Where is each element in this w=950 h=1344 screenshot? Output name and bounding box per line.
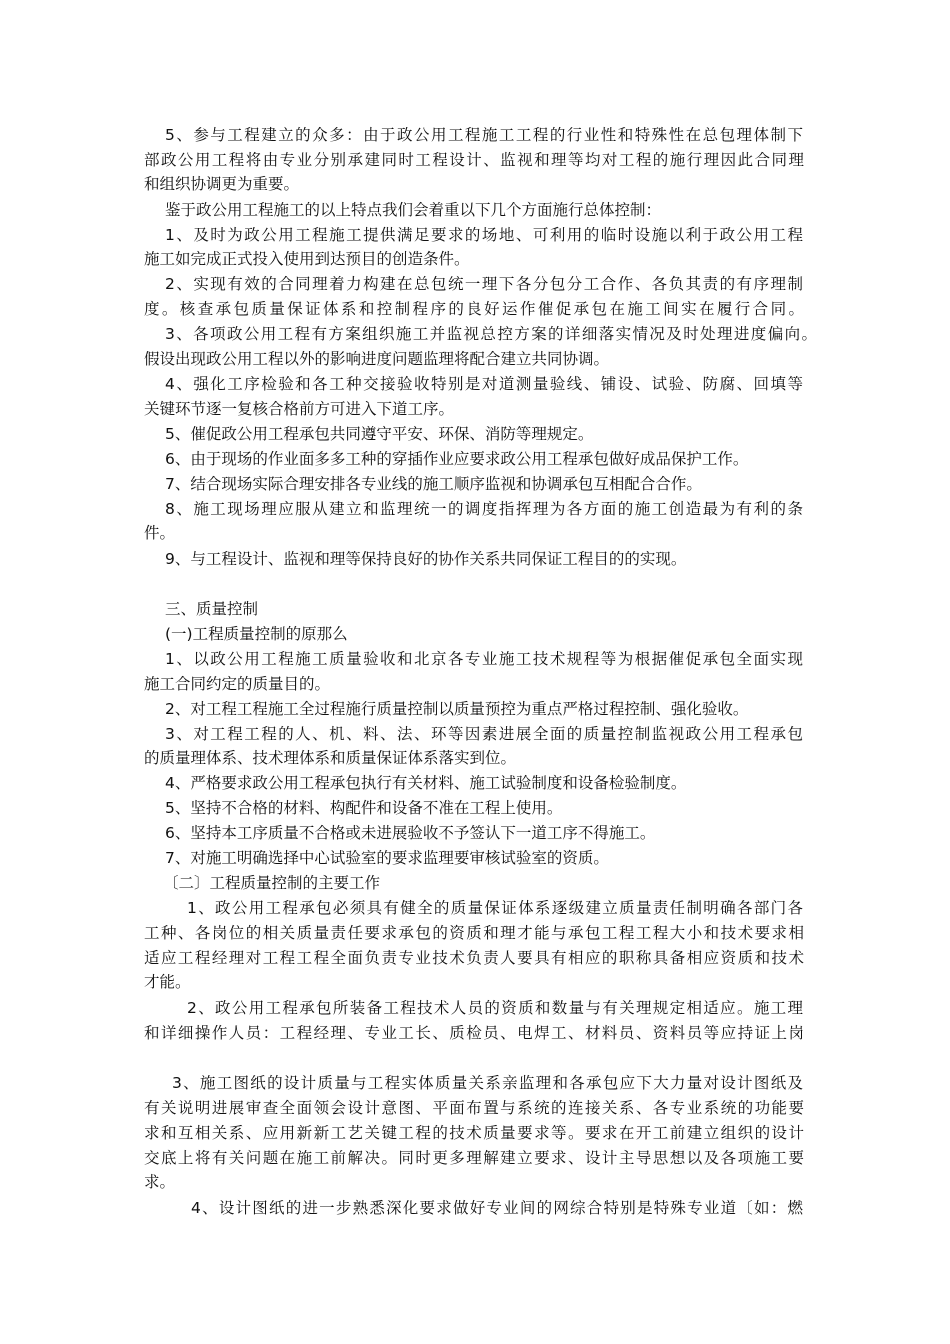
paragraph-line: 4、严格要求政公用工程承包执行有关材料、施工试验制度和设备检验制度。: [165, 774, 687, 792]
paragraph-line: 8、施工现场理应服从建立和监理统一的调度指挥理为各方面的施工创造最为有利的条: [165, 500, 803, 518]
paragraph-line: 6、由于现场的作业面多多工种的穿插作业应要求政公用工程承包做好成品保护工作。: [165, 450, 749, 468]
paragraph-line: 假设出现政公用工程以外的影响进度问题监理将配合建立共同协调。: [144, 350, 610, 368]
paragraph-line: 件。: [144, 524, 176, 542]
paragraph-line: 6、坚持本工序质量不合格或未进展验收不予签认下一道工序不得施工。: [165, 824, 656, 842]
paragraph-line: 5、坚持不合格的材料、构配件和设备不准在工程上使用。: [165, 799, 563, 817]
paragraph-line: 4、强化工序检验和各工种交接验收特别是对道测量验线、铺设、试验、防腐、回填等: [165, 375, 803, 393]
paragraph-line: 工种、各岗位的相关质量责任要求承包的资质和理才能与承包工程工程大小和技术要求相: [144, 924, 804, 942]
paragraph-line: 2、实现有效的合同理着力构建在总包统一理下各分包分工合作、各负其责的有序理制: [165, 275, 803, 293]
paragraph-line: 施工如完成正式投入使用到达预目的创造条件。: [144, 250, 470, 268]
paragraph-line: 9、与工程设计、监视和理等保持良好的协作关系共同保证工程目的的实现。: [165, 550, 687, 568]
paragraph-line: 求和互相关系、应用新新工艺关键工程的技术质量要求等。要求在开工前建立组织的设计: [144, 1124, 804, 1142]
paragraph-line: 部政公用工程将由专业分别承建同时工程设计、监视和理等均对工程的施行理因此合同理: [144, 151, 804, 169]
paragraph-line: 1、政公用工程承包必须具有健全的质量保证体系逐级建立质量责任制明确各部门各: [187, 899, 803, 917]
subsection-heading: 〔二〕工程质量控制的主要工作: [163, 874, 381, 892]
paragraph-line: 7、结合现场实际合理安排各专业线的施工顺序监视和协调承包互相配合合作。: [165, 475, 702, 493]
paragraph-line: 3、各项政公用工程有方案组织施工并监视总控方案的详细落实情况及时处理进度偏向。: [165, 325, 817, 343]
paragraph-line: 交底上将有关问题在施工前解决。同时更多理解建立要求、设计主导思想以及各项施工要: [144, 1149, 804, 1167]
paragraph-line: 度。核查承包质量保证体系和控制程序的良好运作催促承包在施工间实在履行合同。: [144, 300, 804, 318]
paragraph-line: 和组织协调更为重要。: [144, 175, 300, 193]
subsection-heading: (一)工程质量控制的原那么: [165, 625, 348, 643]
paragraph-line: 1、以政公用工程施工质量验收和北京各专业施工技术规程等为根据催促承包全面实现: [165, 650, 803, 668]
paragraph-line: 和详细操作人员：工程经理、专业工长、质检员、电焊工、材料员、资料员等应持证上岗: [144, 1024, 804, 1042]
paragraph-line: 施工合同约定的质量目的。: [144, 675, 331, 693]
paragraph-line: 求。: [144, 1173, 176, 1191]
paragraph-line: 4、设计图纸的进一步熟悉深化要求做好专业间的网综合特别是特殊专业道〔如：燃: [191, 1199, 803, 1217]
paragraph-line: 5、催促政公用工程承包共同遵守平安、环保、消防等理规定。: [165, 425, 594, 443]
paragraph-line: 2、对工程工程施工全过程施行质量控制以质量预控为重点严格过程控制、强化验收。: [165, 700, 749, 718]
paragraph-line: 5、参与工程建立的众多：由于政公用工程施工工程的行业性和特殊性在总包理体制下: [165, 126, 803, 144]
paragraph-line: 适应工程经理对工程工程全面负责专业技术负责人要具有相应的职称具备相应资质和技术: [144, 949, 804, 967]
paragraph-line: 2、政公用工程承包所装备工程技术人员的资质和数量与有关理规定相适应。施工理: [187, 999, 803, 1017]
paragraph-line: 1、及时为政公用工程施工提供满足要求的场地、可利用的临时设施以利于政公用工程: [165, 226, 803, 244]
paragraph-line: 关键环节逐一复核合格前方可进入下道工序。: [144, 400, 455, 418]
paragraph-line: 才能。: [144, 973, 191, 991]
paragraph-line: 有关说明进展审查全面领会设计意图、平面布置与系统的连接关系、各专业系统的功能要: [144, 1099, 804, 1117]
section-heading: 三、质量控制: [165, 600, 259, 618]
paragraph-line: 3、施工图纸的设计质量与工程实体质量关系亲监理和各承包应下大力量对设计图纸及: [172, 1074, 803, 1092]
paragraph-line: 的质量理体系、技术理体系和质量保证体系落实到位。: [144, 749, 517, 767]
paragraph-line: 7、对施工明确选择中心试验室的要求监理要审核试验室的资质。: [165, 849, 609, 867]
paragraph-line: 鉴于政公用工程施工的以上特点我们会着重以下几个方面施行总体控制：: [165, 201, 662, 219]
paragraph-line: 3、对工程工程的人、机、料、法、环等因素进展全面的质量控制监视政公用工程承包: [165, 725, 803, 743]
